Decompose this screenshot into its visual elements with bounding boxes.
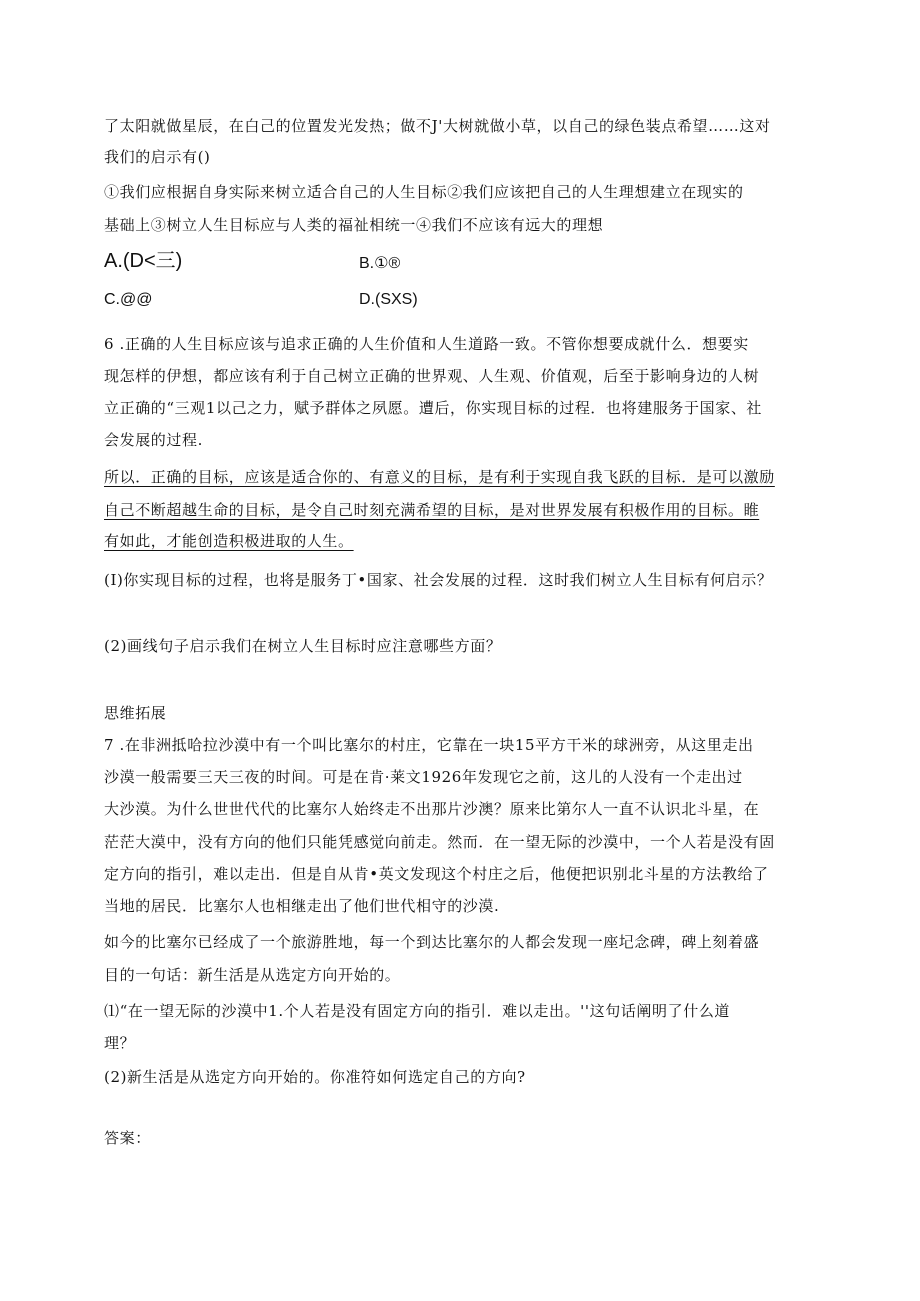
q7-paragraph-line-5: 定方向的指引，难以走出．但是自从肯•英文发现这个村庄之后，他便把识别北斗星的方法教给了 — [104, 865, 769, 883]
q6-underlined-line-3: 有如此，才能创造积极进取的人生。 — [104, 532, 354, 550]
q7-paragraph-line-6: 当地的居民．比塞尔人也相继走出了他们世代相守的沙漠. — [104, 897, 500, 915]
q7-subquestion-1-line-2: 理？ — [104, 1034, 136, 1052]
q7-paragraph-line-1: 7 .在非洲抵哈拉沙漠中有一个叫比塞尔的村庄，它靠在一块15平方干米的球洲旁，从这里走出 — [104, 736, 754, 754]
q7-paragraph-line-2: 沙漠一般需要三天三夜的时间。可是在肯·莱文1926年发现它之前，这儿的人没有一个走出过 — [104, 768, 743, 786]
q5-option-d: D.(SXS) — [359, 291, 418, 308]
q5-statements-line-2: 基础上③树立人生目标应与人类的福祉相统一④我们不应该有远大的理想 — [104, 216, 604, 234]
q6-paragraph-line-2: 现怎样的伊想，都应该有利于自己树立正确的世界观、人生观、价值观，后至于影响身边的人树 — [104, 367, 760, 385]
q7-subquestion-1-line-1: ⑴“在一望无际的沙漠中1.个人若是没有固定方向的指引．难以走出。''这句话阐明了什么道 — [104, 1002, 731, 1020]
q6-subquestion-1: (I)你实现目标的过程，也将是服务丁•国家、社会发展的过程．这时我们树立人生目标有何启示？ — [104, 571, 773, 589]
q5-stem-line-2: 我们的启示有() — [104, 148, 211, 166]
q6-paragraph-line-4: 会发展的过程. — [104, 431, 203, 449]
q7-paragraph2-line-2: 目的一句话：新生活是从选定方向开始的。 — [104, 966, 401, 984]
q5-statements-line-1: ①我们应根据自身实际来树立适合自己的人生目标②我们应该把自己的人生理想建立在现实的 — [104, 183, 744, 201]
q7-paragraph-line-3: 大沙漠。为什么世世代代的比塞尔人始终走不出那片沙澳？原来比第尔人一直不认识北斗星，在 — [104, 800, 760, 818]
q6-underlined-line-2: 自己不断超越生命的目标，是令自己时刻充满希望的目标，是对世界发展有积极作用的目标。睢 — [104, 501, 760, 519]
q7-paragraph2-line-1: 如今的比塞尔已经成了一个旅游胜地，每一个到达比塞尔的人都会发现一座圮念碑，碑上刻着盛 — [104, 933, 760, 951]
q5-option-b: B.①® — [359, 255, 401, 272]
answer-label: 答案： — [104, 1129, 151, 1147]
q6-subquestion-2: (2)画线句子启示我们在树立人生目标时应注意哪些方面？ — [104, 637, 502, 655]
q5-option-c: C.@@ — [104, 291, 153, 308]
q5-option-a: A.(D<三) — [104, 250, 183, 272]
section-title: 思维拓展 — [104, 704, 167, 722]
q6-paragraph-line-1: 6 .正确的人生目标应该与追求正确的人生价值和人生道路一致。不管你想要成就什么．想要实 — [104, 335, 749, 353]
q6-underlined-line-1: 所以．正确的目标，应该是适合你的、有意义的目标，是有利于实现自我飞跃的目标．是可以激励 — [104, 468, 775, 486]
q7-subquestion-2: (2)新生活是从选定方向开始的。你准符如何选定自己的方向? — [104, 1068, 526, 1086]
q5-stem-line-1: 了太阳就做星辰，在白己的位置发光发热；做不J'大树就做小草，以自己的绿色装点希望……这对 — [104, 117, 771, 135]
q6-paragraph-line-3: 立正确的“三观1以己之力，赋予群体之夙愿。遭后，你实现目标的过程．也将建服务于国家、社 — [104, 399, 763, 417]
q7-paragraph-line-4: 茫茫大漠中，没有方向的他们只能凭感觉向前走。然而．在一望无际的沙漠中，一个人若是没有固 — [104, 833, 775, 851]
